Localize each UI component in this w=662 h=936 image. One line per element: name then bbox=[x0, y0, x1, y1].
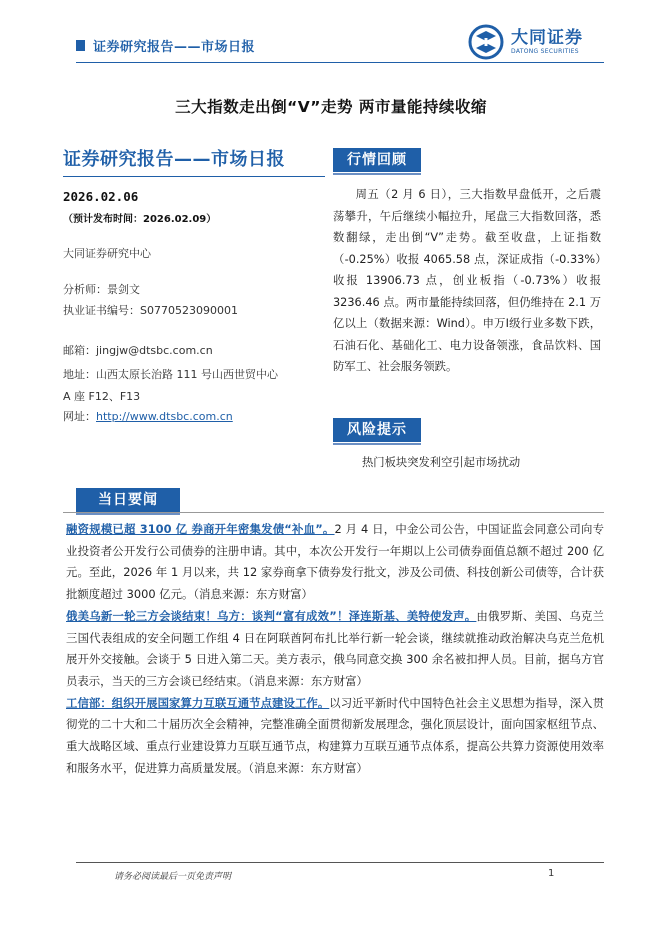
news-body: 以习近平新时代中国特色社会主义思想为指导，深入贯彻党的二十大和二十届历次全会精神，完整准确全面贯彻新发展理念，强化顶层设计，面向国家枢纽节点、重大战略区域、重点行业建设算力互联互通节点，构建算力互联互通节点体系，提高公共算力资源使用效率和服务水平，促进算力高质量发展。（消息来源：东方财富） bbox=[66, 695, 604, 775]
news-list bbox=[66, 519, 604, 779]
risk-tag: 风险提示 bbox=[333, 418, 421, 442]
datong-logo-icon bbox=[466, 24, 506, 60]
publish-time: （预计发布时间：2026.02.09） bbox=[63, 214, 217, 225]
header-divider bbox=[76, 62, 604, 63]
news-headline[interactable]: 融资规模已超 3100 亿 券商开年密集发债“补血”。 bbox=[66, 522, 335, 536]
header-title: 证券研究报告——市场日报 bbox=[93, 40, 256, 55]
report-date: 2026.02.06 bbox=[63, 189, 139, 204]
main-title: 三大指数走出倒“V”走势 两市量能持续收缩 bbox=[175, 98, 487, 116]
website-row bbox=[63, 408, 328, 424]
report-title: 证券研究报告——市场日报 bbox=[63, 149, 285, 170]
address-line-1: 地址：山西太原长治路 111 号山西世贸中心 bbox=[63, 368, 278, 381]
news-headline[interactable]: 工信部：组织开展国家算力互联互通节点建设工作。 bbox=[66, 695, 330, 710]
cert-number: 执业证书编号：S0770523090001 bbox=[63, 304, 238, 317]
market-review-tag: 行情回顾 bbox=[333, 148, 421, 172]
disclaimer-note: 请务必阅读最后一页免责声明 bbox=[114, 872, 232, 882]
website-label: 网址： bbox=[63, 410, 96, 423]
news-item bbox=[66, 519, 604, 606]
news-item bbox=[66, 606, 604, 693]
news-tag: 当日要闻 bbox=[76, 488, 180, 512]
news-headline[interactable]: 俄美乌新一轮三方会谈结束！乌方：谈判“富有成效”！泽连斯基、美特使发声。 bbox=[66, 608, 477, 623]
logo-en-text: DATONG SECURITIES bbox=[511, 47, 579, 55]
news-body: 2 月 4 日，中金公司公告，中国证监会同意公司向专业投资者公开发行公司债券的注册申请。其中，本次公开发行一年期以上公司债券面值总额不超过 200 亿元。至此，2026 年 1 月以来，共 12 家券商拿下债券发行批文，涉及公司债、科技创新公司债等，合计获批额度超过 3000 亿元。（消息来源：东方财富） bbox=[66, 522, 605, 602]
email: 邮箱：jingjw@dtsbc.com.cn bbox=[63, 344, 213, 357]
market-review-text: 周五（2 月 6 日），三大指数早盘低开，之后震荡攀升，午后继续小幅拉升，尾盘三大指数回落，悉数翻绿，走出倒“V”走势。截至收盘，上证指数（-0.25%）收报 4065.58 点，深证成指（-0.33%）收报 13906.73 点，创业板指（-0.73%）收报 3236.46 点。两市量能持续回落，但仍维持在 2.1 万亿以上（数据来源：Wind）。申万Ⅰ级行业多数下跌，石油石化、基础化工、电力设备领涨，食品饮料、国防军工、社会服务领跌。 bbox=[333, 188, 601, 373]
header-bar bbox=[76, 36, 255, 55]
page-number: 1 bbox=[548, 868, 555, 879]
footer-divider bbox=[76, 862, 604, 863]
news-body: 由俄罗斯、美国、乌克兰三国代表组成的安全问题工作组 4 日在阿联酋阿布扎比举行新一轮会谈，继续就推动政治解决乌克兰危机展开外交接触。会谈于 5 日进入第二天。美方表示，俄乌同意交换 300 余名被扣押人员。目前，据乌方官员表示，当天的三方会谈已经结束。（消息来源：东方财富） bbox=[66, 608, 604, 688]
company-logo bbox=[466, 24, 583, 60]
report-title-divider bbox=[63, 176, 325, 177]
risk-text: 热门板块突发利空引起市场扰动 bbox=[362, 456, 521, 469]
analyst: 分析师：景剑文 bbox=[63, 283, 140, 296]
header-square-icon bbox=[76, 40, 85, 51]
research-org: 大同证券研究中心 bbox=[63, 247, 151, 260]
left-column bbox=[63, 145, 328, 424]
news-item bbox=[66, 693, 604, 780]
website-link[interactable]: http://www.dtsbc.com.cn bbox=[96, 410, 233, 423]
logo-cn-text: 大同证券 bbox=[511, 27, 583, 48]
address-line-2: A 座 F12、F13 bbox=[63, 390, 141, 403]
